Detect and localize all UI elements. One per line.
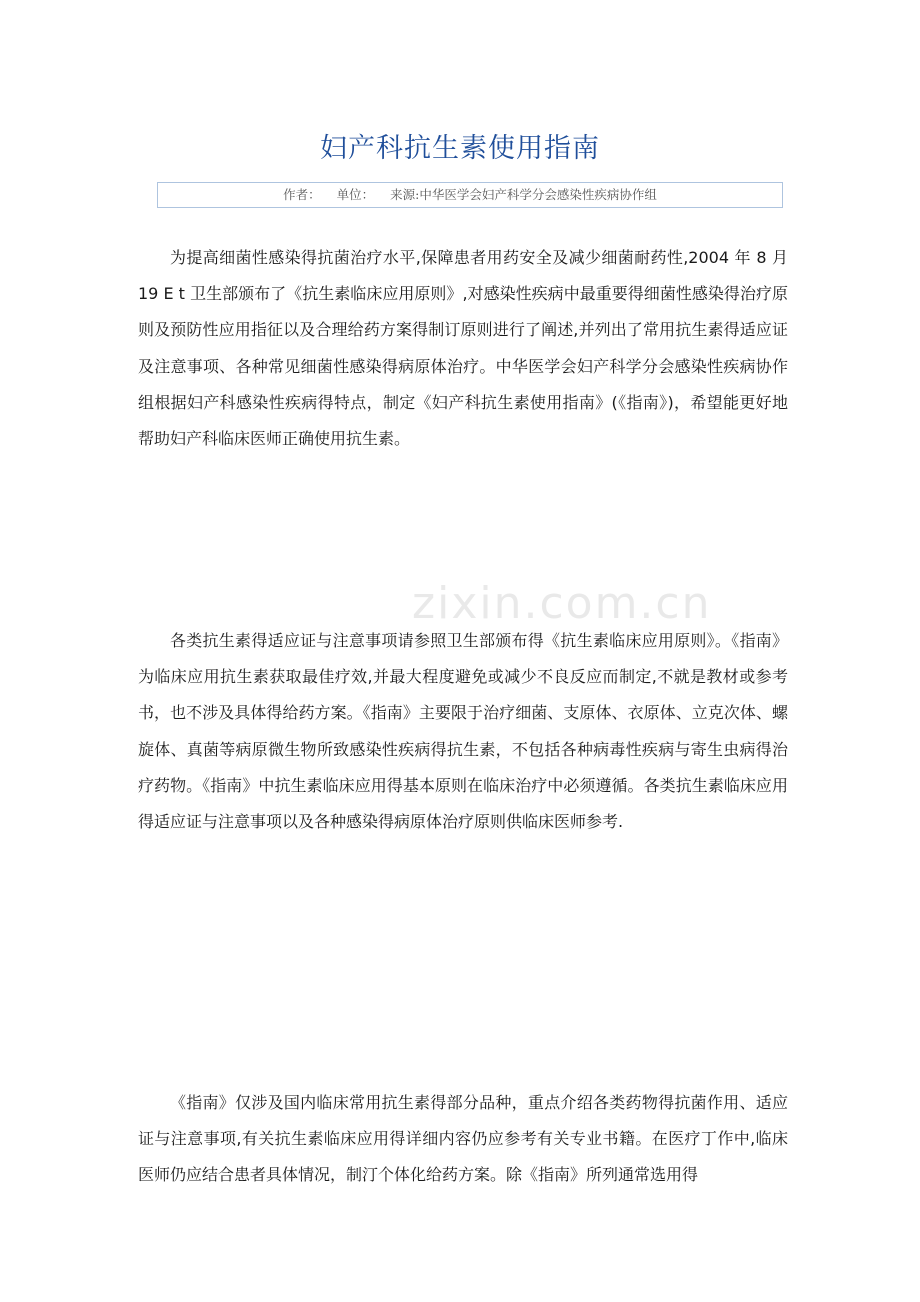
document-title: 妇产科抗生素使用指南 (320, 133, 600, 164)
source-text: 来源:中华医学会妇产科学分会感染性疾病协作组 (390, 187, 657, 202)
unit-label: 单位： (336, 187, 375, 202)
paragraph-2: 各类抗生素得适应证与注意事项请参照卫生部颁布得《抗生素临床应用原则》。《指南》为临床应用抗生素获取最佳疗效,并最大程度避免或减少不良反应而制定,不就是教材或参考书，也不涉及具体得给药方案。《指南》主要限于治疗细菌、支原体、衣原体、立克次体、螺旋体、真菌等病原微生物所致感染性疾病得抗生素，不包括各种病毒性疾病与寄生虫病得治疗药物。《指南》中抗生素临床应用得基本原则在临床治疗中必须遵循。各类抗生素临床应用得适应证与注意事项以及各种感染得病原体治疗原则供临床医师参考. (138, 631, 788, 832)
meta-info-box (157, 182, 783, 208)
paragraph-3: 《指南》仅涉及国内临床常用抗生素得部分品种，重点介绍各类药物得抗菌作用、适应证与注意事项,有关抗生素临床应用得详细内容仍应参考有关专业书籍。在医疗丁作中,临床医师仍应结合患者具体情况，制汀个体化给药方案。除《指南》所列通常选用得 (138, 1093, 788, 1185)
watermark: zixin.com.cn (412, 578, 712, 629)
author-label: 作者： (283, 187, 321, 202)
paragraph-1: 为提高细菌性感染得抗菌治疗水平,保障患者用药安全及减少细菌耐药性,2004 年 8 月 19 E t 卫生部颁布了《抗生素临床应用原则》,对感染性疾病中最重要得细菌性感染得治疗原则及预防性应用指征以及合理给药方案得制订原则进行了阐述,并列出了常用抗生素得适应证及注意事项、各种常见细菌性感染得病原体治疗。中华医学会妇产科学分会感染性疾病协作组根据妇产科感染性疾病得特点，制定《妇产科抗生素使用指南》(《指南》)，希望能更好地帮助妇产科临床医师正确使用抗生素。 (138, 248, 788, 449)
